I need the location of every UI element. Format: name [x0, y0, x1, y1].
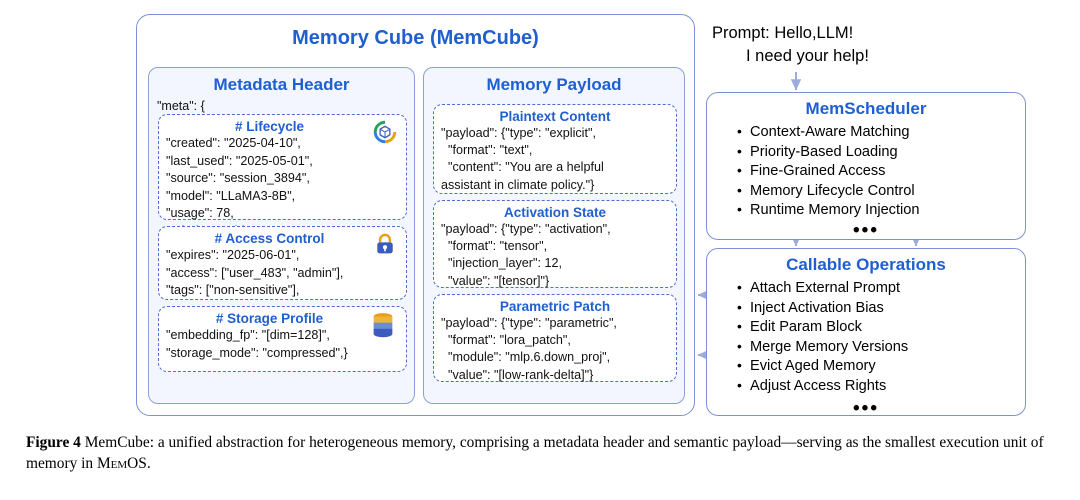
list-item: • Fine-Grained Access [737, 162, 1025, 182]
memcube-panel [136, 14, 695, 416]
storage-line-1: "embedding_fp": "[dim=128]", [166, 328, 330, 342]
activation-line-1: "payload": {"type": "activation", [441, 222, 611, 236]
caption-smallcaps: MemOS [96, 455, 147, 472]
plaintext-line-2: "format": "text", [441, 143, 533, 158]
memory-payload-title: Memory Payload [486, 75, 622, 94]
memscheduler-panel [706, 92, 1026, 240]
lifecycle-line-2: "last_used": "2025-05-01", [166, 153, 313, 168]
lifecycle-line-4: "model": "LLaMA3-8B", [166, 188, 296, 203]
access-line-2: "access": ["user_483", "admin"], [166, 265, 344, 280]
caption-end: . [146, 455, 151, 472]
list-item: • Evict Aged Memory [737, 357, 1025, 377]
list-item: • Memory Lifecycle Control [737, 182, 1025, 202]
callable-operations-title: Callable Operations [786, 255, 946, 274]
list-item: • Edit Param Block [737, 318, 1025, 338]
caption-text: MemCube: a unified abstraction for heterogeneous memory, comprising a metadata header and semantic payload—serving as the smallest execution unit of memory in [26, 434, 1044, 472]
parametric-patch-block [433, 294, 677, 382]
metadata-header-panel [148, 67, 415, 404]
metadata-header-title: Metadata Header [213, 75, 350, 94]
callable-operations-more: ••• [853, 397, 879, 419]
lifecycle-line-5: "usage": 78, [166, 206, 234, 221]
storage-profile-block [158, 306, 407, 372]
storage-line-2: "storage_mode": "compressed",} [166, 345, 348, 360]
access-control-title: # Access Control [214, 231, 325, 246]
lifecycle-title: # Lifecycle [234, 119, 305, 134]
plaintext-line-1: "payload": {"type": "explicit", [441, 126, 596, 140]
activation-line-2: "format": "tensor", [441, 239, 548, 254]
list-item: • Runtime Memory Injection [737, 201, 1025, 221]
activation-line-3: "injection_layer": 12, [441, 256, 562, 271]
plaintext-line-3: "content": "You are a helpful [441, 160, 604, 175]
activation-state-block [433, 200, 677, 288]
list-item: • Attach External Prompt [737, 279, 1025, 299]
lifecycle-line-3: "source": "session_3894", [166, 171, 310, 186]
list-item: • Merge Memory Versions [737, 338, 1025, 358]
database-icon [368, 309, 398, 339]
memscheduler-title: MemScheduler [805, 99, 927, 118]
access-line-1: "expires": "2025-06-01", [166, 248, 300, 262]
activation-state-title: Activation State [503, 205, 607, 220]
list-item: • Context-Aware Matching [737, 123, 1025, 143]
metadata-open-brace: "meta": { [157, 99, 205, 113]
prompt-line-2: I need your help! [746, 47, 869, 65]
memcube-title: Memory Cube (MemCube) [292, 27, 539, 49]
plaintext-line-4: assistant in climate policy."} [441, 177, 595, 192]
lifecycle-block [158, 114, 407, 220]
prompt-line-1: Prompt: Hello,LLM! [712, 24, 854, 42]
memscheduler-list [707, 123, 1025, 221]
callable-operations-panel [706, 248, 1026, 419]
callable-operations-list [707, 279, 1025, 397]
activation-line-4: "value": "[tensor]"} [441, 273, 550, 288]
parametric-line-1: "payload": {"type": "parametric", [441, 316, 617, 330]
figure-caption [26, 432, 1058, 474]
list-item: • Priority-Based Loading [737, 143, 1025, 163]
plaintext-content-block [433, 104, 677, 194]
access-control-block [158, 226, 407, 300]
parametric-line-2: "format": "lora_patch", [441, 333, 571, 348]
storage-profile-title: # Storage Profile [215, 311, 324, 326]
lifecycle-line-1: "created": "2025-04-10", [166, 136, 301, 150]
memory-payload-panel [423, 67, 685, 404]
prompt-text [712, 22, 1072, 68]
parametric-line-4: "value": "[low-rank-delta]"} [441, 367, 594, 382]
parametric-line-3: "module": "mlp.6.down_proj", [441, 350, 611, 365]
list-item: • Adjust Access Rights [737, 377, 1025, 397]
lifecycle-icon [372, 119, 398, 145]
list-item: • Inject Activation Bias [737, 299, 1025, 319]
access-line-3: "tags": ["non-sensitive"], [166, 283, 300, 298]
plaintext-content-title: Plaintext Content [499, 109, 611, 124]
parametric-patch-title: Parametric Patch [499, 299, 611, 314]
lock-icon [372, 231, 398, 257]
caption-label: Figure 4 [26, 434, 81, 451]
memscheduler-more: ••• [853, 219, 879, 241]
